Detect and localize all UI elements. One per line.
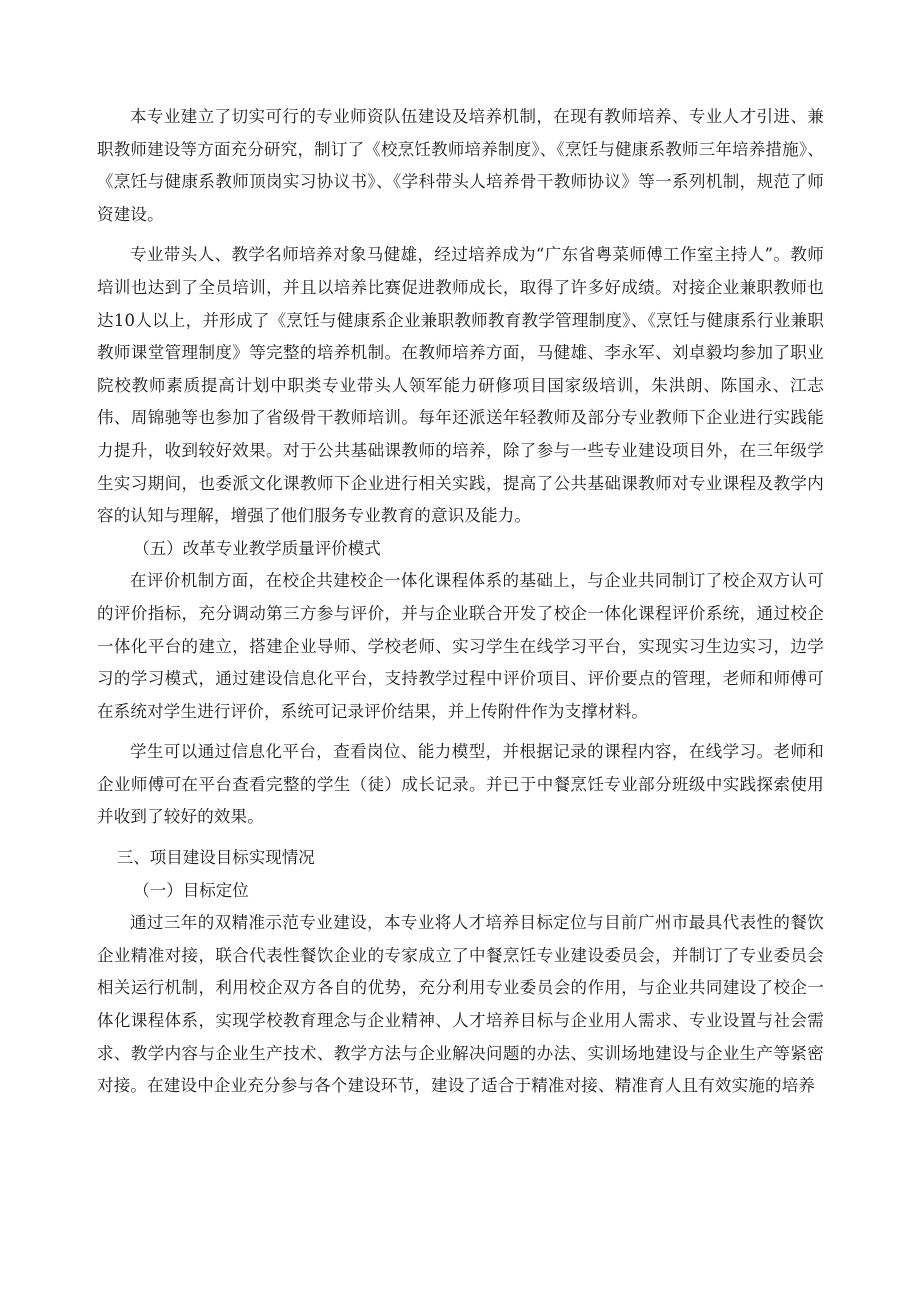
paragraph-gap xyxy=(97,231,824,239)
paragraph-teacher-mechanism: 本专业建立了切实可行的专业师资队伍建设及培养机制，在现有教师培养、专业人才引进、兼职教师建设等方面充分研究，制订了《校烹饪教师培养制度》、《烹饪与健康系教师三年培养措施》、《烹饪与健康系教师顶岗实习协议书》、《学科带头人培养骨干教师协议》等一系列机制，规范了师资建设。 xyxy=(97,107,824,224)
paragraph-teacher-training: 专业带头人、教学名师培养对象马健雄，经过培养成为“广东省粤菜师傅工作室主持人”。教师培训也达到了全员培训，并且以培养比赛促进教师成长，取得了许多好成绩。对接企业兼职教师也达10人以上，并形成了《烹饪与健康系企业兼职教师教育教学管理制度》、《烹饪与健康系行业兼职教师课堂管理制度》等完整的培养机制。在教师培养方面，马健雄、李永军、刘卓毅均参加了职业院校教师素质提高计划中职类专业带头人领军能力研修项目国家级培训，朱洪朗、陈国永、江志伟、周锦驰等也参加了省级骨干教师培训。每年还派送年轻教师及部分专业教师下企业进行实践能力提升，收到较好效果。对于公共基础课教师的培养，除了参与一些专业建设项目外，在三年级学生实习期间，也委派文化课教师下企业进行相关实践，提高了公共基础课教师对专业课程及教学内容的认知与理解，增强了他们服务专业教育的意识及能力。 xyxy=(97,245,824,526)
section-heading-goal-positioning: （一）目标定位 xyxy=(133,880,249,900)
paragraph-gap xyxy=(97,834,824,842)
paragraph-evaluation-mechanism: 在评价机制方面，在校企共建校企一体化课程体系的基础上，与企业共同制订了校企双方认可的评价指标，充分调动第三方参与评价，并与企业联合开发了校企一体化课程评价系统，通过校企一体化平台的建立，搭建企业导师、学校老师、实习学生在线学习平台，实现实习生边实习，边学习的学习模式，通过建设信息化平台，支持教学过程中评价项目、评价要点的管理，老师和师傅可在系统对学生进行评价，系统可记录评价结果，并上传附件作为支撑材料。 xyxy=(97,571,824,721)
chapter-heading-goal-achievement: 三、项目建设目标实现情况 xyxy=(116,848,315,868)
paragraph-information-platform: 学生可以通过信息化平台，查看岗位、能力模型，并根据记录的课程内容，在线学习。老师和企业师傅可在平台查看完整的学生（徒）成长记录。并已于中餐烹饪专业部分班级中实践探索使用并收到了较好的效果。 xyxy=(97,742,824,827)
paragraph-gap xyxy=(97,728,824,736)
paragraph-goal-positioning: 通过三年的双精准示范专业建设，本专业将人才培养目标定位与目前广州市最具代表性的餐饮企业精准对接，联合代表性餐饮企业的专家成立了中餐烹饪专业建设委员会，并制订了专业委员会相关运行机制，利用校企双方各自的优势，充分利用专业委员会的作用，与企业共同建设了校企一体化课程体系，实现学校教育理念与企业精神、人才培养目标与企业用人需求、专业设置与社会需求、教学内容与企业生产技术、教学方法与企业解决问题的办法、实训场地建设与企业生产等紧密对接。在建设中企业充分参与各个建设环节，建设了适合于精准对接、精准育人且有效实施的培养 xyxy=(97,913,824,1096)
section-heading-evaluation-reform: （五）改革专业教学质量评价模式 xyxy=(133,538,381,558)
